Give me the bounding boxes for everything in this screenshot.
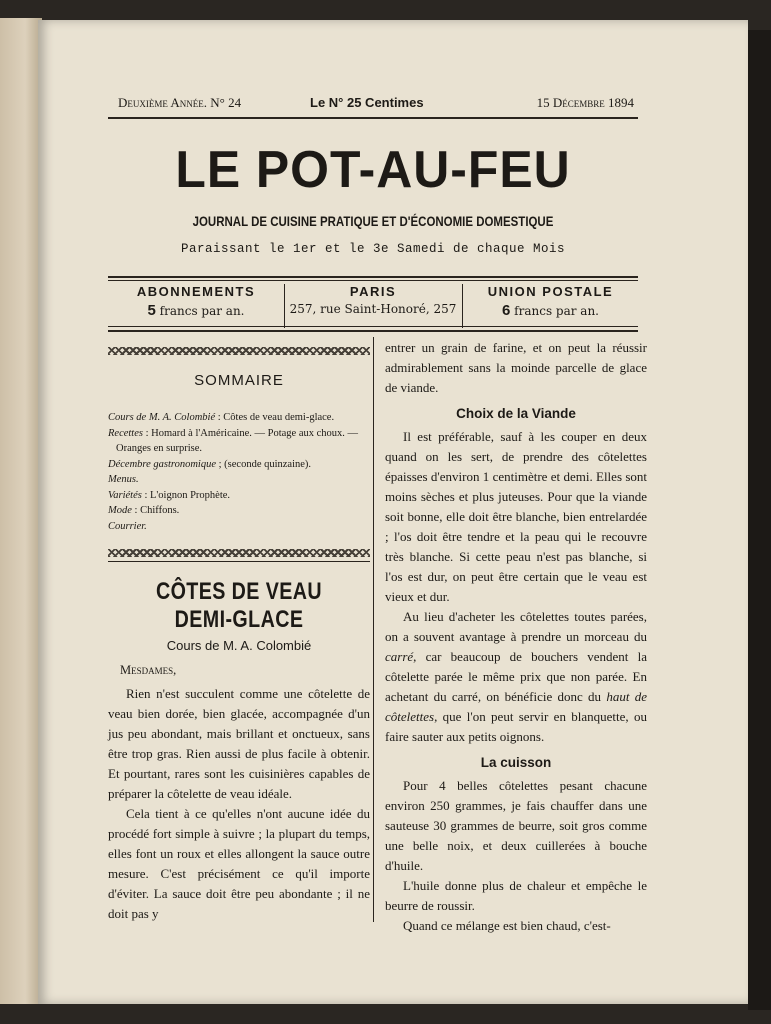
paragraph: Cela tient à ce qu'elles n'ont aucune idée du procédé fort simple à suivre ; la plupart du temps, elles font un roux et elles allongent la sauce outre mesure. C'est précisément ce qu'il importe d'éviter. La sauce doit être peu abondante ; il ne doit pas y	[108, 806, 370, 921]
top-rule	[108, 117, 638, 119]
sommaire-item: Variétés : L'oignon Prophète.	[108, 489, 231, 501]
paragraph: Il est préférable, sauf à les couper en deux quand on les sert, de prendre des côtelettes épaisses d'environ 1 centimètre et demi. Elles sont moins sèches et plus juteuses. Pour que la viande soit bonne, elle doit être blanche, bien entrelardée ; l'os doit être tendre et la peau qui le recouvre très blanche. Si cette peau n'est pas blanche, si l'os est dur, on peut être certain que le veau est vieux et dur.	[385, 429, 647, 604]
subs-head: PARIS	[349, 284, 397, 299]
article-byline: Cours de M. A. Colombié	[166, 638, 312, 653]
paragraph: entrer un grain de farine, et on peut la réussir admirablement sans la moinde parcelle de glace de viande.	[385, 340, 647, 395]
ornament-border	[108, 549, 370, 557]
sommaire-title: SOMMAIRE	[194, 372, 284, 389]
ornament-border	[108, 347, 370, 355]
paragraph: L'huile donne plus de chaleur et empêche le beurre de roussir.	[385, 878, 647, 913]
section-heading: La cuisson	[480, 755, 552, 770]
periodicity-line: Paraissant le 1er et le 3e Samedi de chaque Mois	[180, 242, 566, 256]
subscription-box	[108, 284, 638, 326]
subs-rule-top-1	[108, 276, 638, 278]
sommaire-list	[108, 410, 370, 534]
subs-head: ABONNEMENTS	[136, 284, 256, 299]
subs-value: 6 francs par an.	[502, 302, 599, 319]
column-separator	[373, 337, 374, 922]
issue-number: Deuxième Année. N° 24	[118, 95, 242, 110]
subs-cell-paris	[285, 284, 461, 326]
subs-rule-top-2	[108, 280, 638, 281]
sommaire-item: Recettes : Homard à l'Américaine. — Potage aux choux. — Oranges en surprise.	[108, 427, 359, 454]
subs-rule-bottom-1	[108, 326, 638, 327]
paragraph: Pour 4 belles côtelettes pesant chacune environ 250 grammes, je fais chauffer dans une sauteuse 30 grammes de beurre, soit gros comme une belle noix, et deux cuillerées à bouche d'huile.	[385, 778, 647, 873]
issue-date: 15 Décembre 1894	[536, 95, 634, 110]
article-body-right	[385, 338, 647, 936]
sommaire-item: Décembre gastronomique ; (seconde quinzaine).	[108, 458, 312, 470]
subs-rule-bottom-2	[108, 330, 638, 332]
subs-head: UNION POSTALE	[487, 284, 614, 299]
paragraph: Au lieu d'acheter les côtelettes toutes parées, on a souvent avantage à prendre un morceau du carré, car beaucoup de bouchers vendent la côtelette parée le même prix que non parée. En achetant du carré, on bénéficie donc du haut de côtelettes, que l'on peut servir en blanquette, ou faire sauter aux petits oignons.	[385, 609, 647, 744]
sommaire-item: Courrier.	[108, 520, 147, 532]
sommaire-item: Cours de M. A. Colombié : Côtes de veau demi-glace.	[108, 412, 335, 423]
facing-page-edge	[0, 18, 42, 1004]
article-title: CÔTES DE VEAU DEMI-GLACE	[155, 578, 323, 633]
sommaire-item: Mode : Chiffons.	[108, 505, 180, 516]
paragraph: Rien n'est succulent comme une côtelette de veau bien dorée, bien glacée, accompagnée d'un jus peu abondant, mais brillant et onctueux, sans être trop gras. Rien aussi de plus facile à obtenir. Et pourtant, rares sont les cuisinières capables de préparer la côtelette de veau idéale.	[108, 686, 370, 801]
issue-price: Le N° 25 Centimes	[310, 95, 424, 110]
subs-cell-union	[463, 284, 638, 326]
book-edge-shadow	[748, 30, 771, 1010]
masthead-title: LE POT-AU-FEU	[175, 141, 571, 199]
masthead-subtitle: JOURNAL DE CUISINE PRATIQUE ET D'ÉCONOMIE DOMESTIQUE	[192, 213, 554, 229]
salutation: Mesdames,	[120, 663, 177, 677]
sommaire-item: Menus.	[108, 474, 139, 485]
subs-value: 5 francs par an.	[147, 302, 245, 319]
section-heading: Choix de la Viande	[456, 406, 576, 421]
subs-cell-abonnements	[108, 284, 284, 326]
ornament-rule	[108, 561, 370, 562]
paragraph: Quand ce mélange est bien chaud, c'est-	[403, 918, 611, 933]
subs-value: 257, rue Saint-Honoré, 257	[289, 302, 457, 316]
article-body-left	[108, 684, 370, 924]
